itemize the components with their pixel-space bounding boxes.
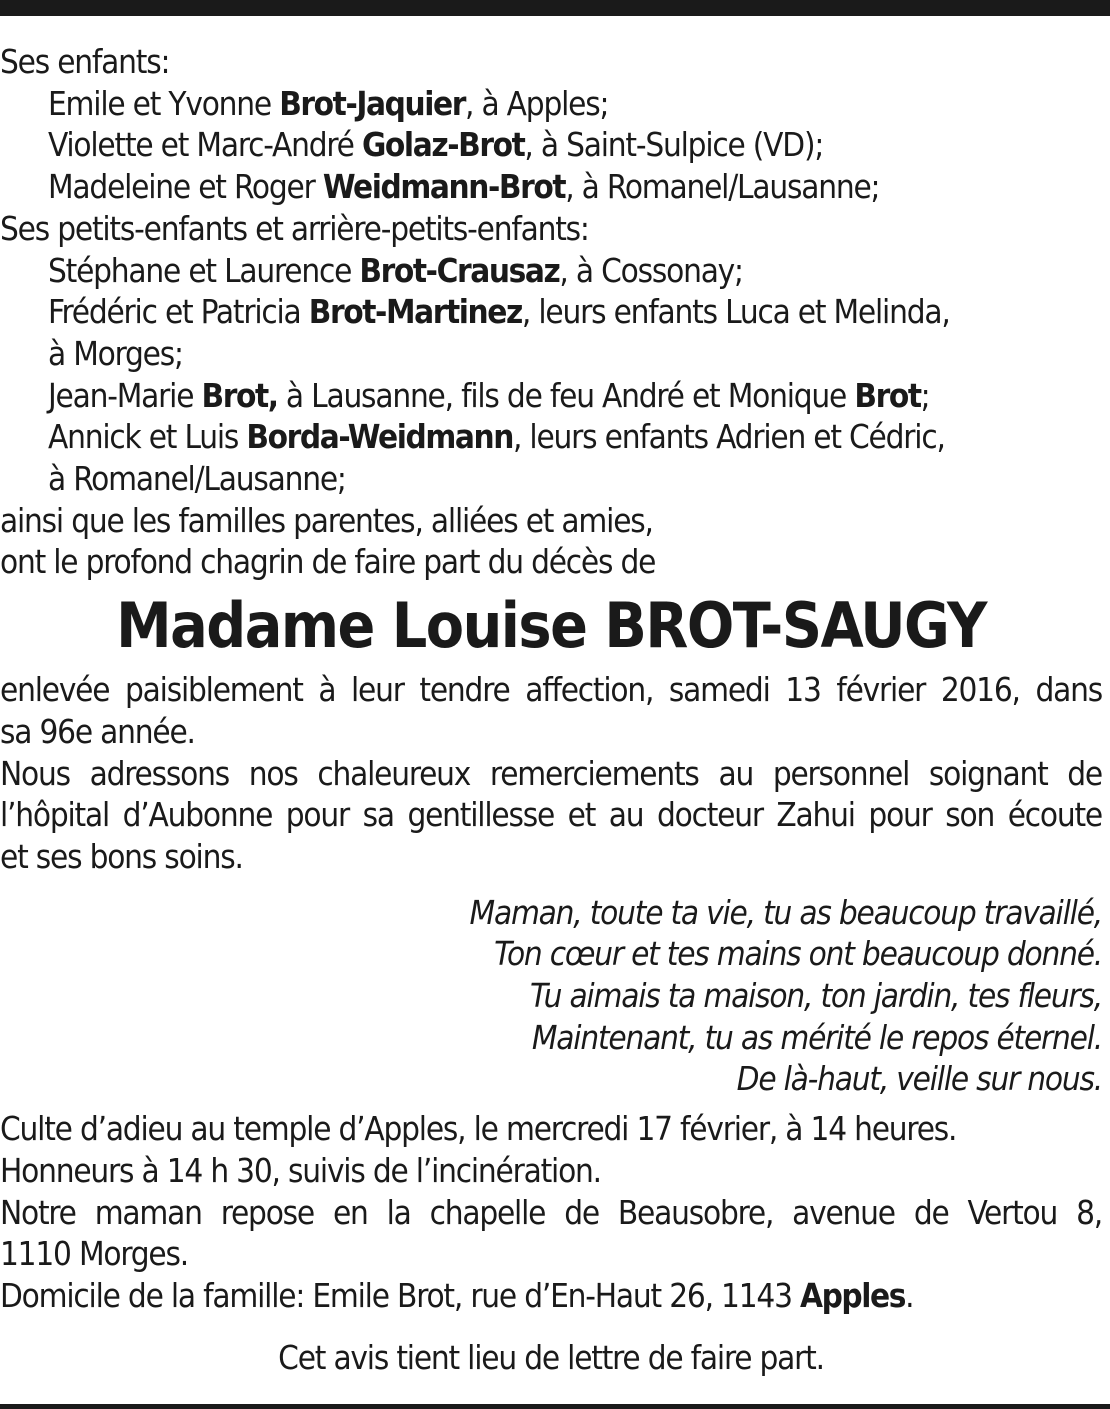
family-name: Brot-Crausaz <box>359 250 560 290</box>
entry-text: Annick et Luis <box>48 417 247 457</box>
family-name: Brot-Martinez <box>308 292 522 332</box>
entry-text: , à Saint-Sulpice (VD); <box>524 125 824 165</box>
poem-line: Maintenant, tu as mérité le repos éternel. <box>531 1017 1102 1057</box>
top-rule <box>0 0 1110 16</box>
family-name: Brot, <box>201 375 278 415</box>
grandchild-entry <box>0 250 1102 292</box>
grandchildren-heading: Ses petits-enfants et arrière-petits-enfants: <box>0 208 589 248</box>
obituary-notice <box>0 41 1102 1378</box>
domicile-line <box>0 1275 1102 1317</box>
service-line: Honneurs à 14 h 30, suivis de l’incinération. <box>0 1150 601 1190</box>
families-line: ainsi que les familles parentes, alliées et amies, <box>0 500 653 540</box>
family-name: Brot <box>854 375 921 415</box>
poem-line: Maman, toute ta vie, tu as beaucoup travaillé, <box>469 892 1102 932</box>
service-info <box>0 1108 1102 1317</box>
family-name: Golaz-Brot <box>361 125 525 165</box>
child-entry <box>0 166 1102 208</box>
service-line: Culte d’adieu au temple d’Apples, le mercredi 17 février, à 14 heures. <box>0 1109 957 1149</box>
grandchild-entry-continued: à Morges; <box>48 333 183 373</box>
entry-text: ; <box>920 375 930 415</box>
grandchild-entry <box>0 375 1102 417</box>
grandchild-entry-continued: à Romanel/Lausanne; <box>48 459 346 499</box>
family-name: Brot-Jaquier <box>279 83 466 123</box>
entry-text: Violette et Marc-André <box>48 125 362 165</box>
grandchild-entry <box>0 291 1102 333</box>
entry-text: Madeleine et Roger <box>48 167 323 207</box>
family-name: Weidmann-Brot <box>322 167 566 207</box>
entry-text: , leurs enfants Luca et Melinda, <box>521 292 950 332</box>
entry-text: Frédéric et Patricia <box>48 292 309 332</box>
child-entry <box>0 124 1102 166</box>
children-heading: Ses enfants: <box>0 42 170 81</box>
entry-text: à Lausanne, fils de feu André et Monique <box>277 375 855 415</box>
death-text-line: enlevée paisiblement à leur tendre affection, samedi 13 février 2016, dans <box>0 670 1102 710</box>
domicile-place: Apples <box>800 1275 906 1315</box>
entry-text: , à Apples; <box>465 83 609 123</box>
entry-text: Emile et Yvonne <box>48 83 280 123</box>
family-name: Borda-Weidmann <box>246 417 513 457</box>
child-entry <box>0 83 1102 125</box>
thanks-text-line: et ses bons soins. <box>0 836 243 876</box>
poem-line: Tu aimais ta maison, ton jardin, tes fleurs, <box>529 976 1102 1016</box>
entry-text: , à Romanel/Lausanne; <box>565 167 880 207</box>
poem <box>0 892 1102 1101</box>
entry-text: , à Cossonay; <box>559 250 743 290</box>
entry-text: Stéphane et Laurence <box>48 250 360 290</box>
entry-text: , leurs enfants Adrien et Cédric, <box>512 417 945 457</box>
grandchild-entry <box>0 416 1102 458</box>
poem-line: Ton cœur et tes mains ont beaucoup donné. <box>494 934 1102 974</box>
closing-line: Cet avis tient lieu de lettre de faire part. <box>278 1337 824 1377</box>
thanks-text-line: l’hôpital d’Aubonne pour sa gentillesse et au docteur Zahui pour son écoute <box>0 795 1102 835</box>
bottom-rule <box>0 1404 1110 1409</box>
thanks-text-line: Nous adressons nos chaleureux remerciements au personnel soignant de <box>0 753 1102 793</box>
entry-text: . <box>905 1275 914 1315</box>
poem-line: De là-haut, veille sur nous. <box>736 1059 1102 1099</box>
entry-text: Jean-Marie <box>48 375 202 415</box>
death-text-line: sa 96e année. <box>0 711 195 751</box>
rest-line: 1110 Morges. <box>0 1234 188 1274</box>
rest-line: Notre maman repose en la chapelle de Beausobre, avenue de Vertou 8, <box>0 1192 1102 1232</box>
announcement-line: ont le profond chagrin de faire part du décès de <box>0 542 656 582</box>
entry-text: Domicile de la famille: Emile Brot, rue d’En-Haut 26, 1143 <box>0 1275 800 1315</box>
deceased-name: Madame Louise BROT-SAUGY <box>116 589 986 663</box>
